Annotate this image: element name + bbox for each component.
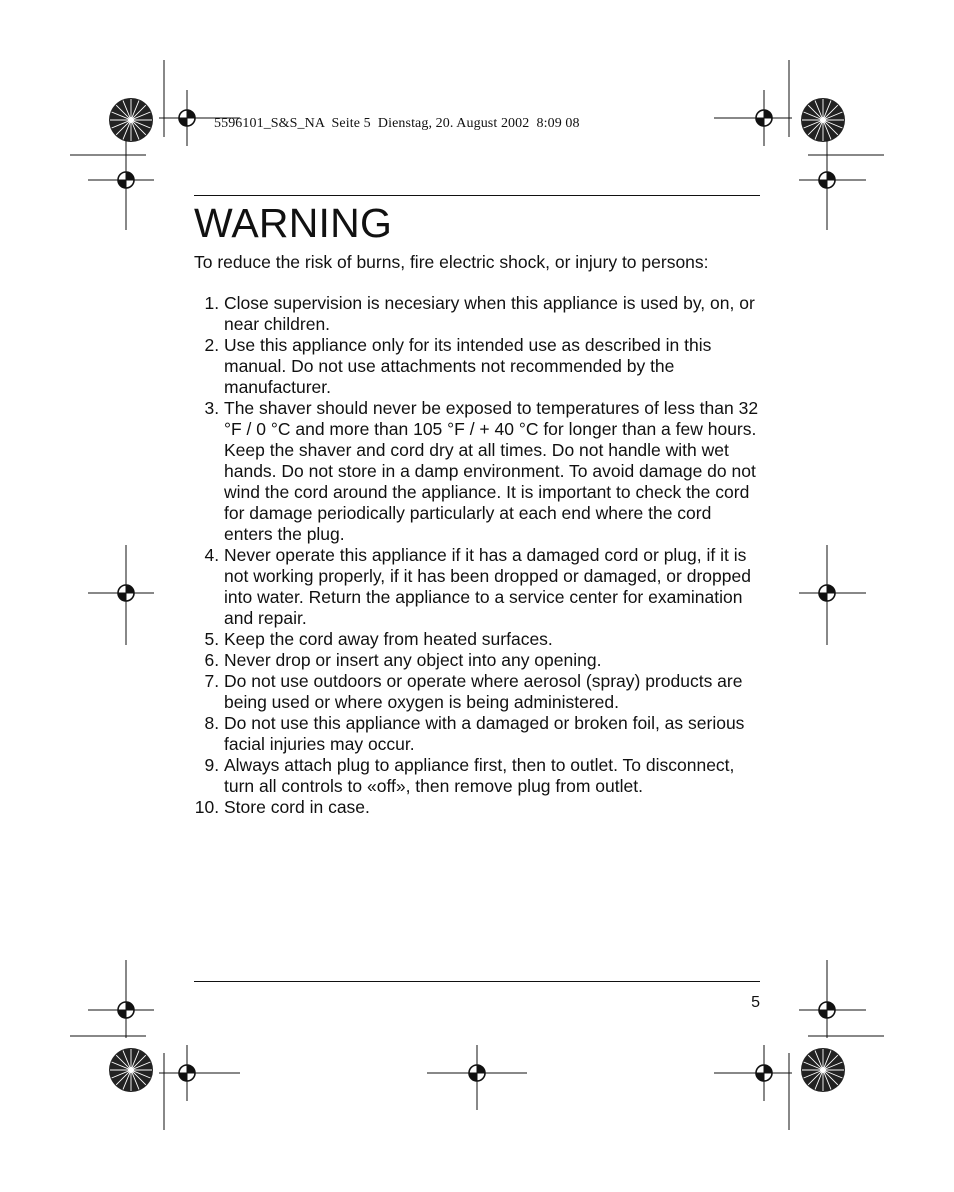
- page-number: 5: [751, 994, 760, 1011]
- list-item: [194, 398, 764, 545]
- list-item-number: 3.: [204, 398, 224, 418]
- page-title: WARNING: [194, 200, 393, 246]
- list-item: [194, 545, 764, 629]
- list-item-number: 8.: [204, 713, 224, 733]
- top-rule: [194, 195, 760, 196]
- list-item-text: Keep the cord away from heated surfaces.: [224, 629, 553, 649]
- bottom-rule: [194, 981, 760, 982]
- list-item-text: Never operate this appliance if it has a damaged cord or plug, if it is not working properly, if it has been dropped or damaged, or dropped into water. Return the appliance to a service center for examination and repair.: [224, 545, 751, 628]
- list-item: [194, 293, 764, 335]
- print-job-slug: 5596101_S&S_NA Seite 5 Dienstag, 20. August 2002 8:09 08: [214, 116, 580, 131]
- list-item-text: Use this appliance only for its intended use as described in this manual. Do not use attachments not recommended by the manufacturer.: [224, 335, 712, 397]
- list-item-text: Do not use this appliance with a damaged or broken foil, as serious facial injuries may occur.: [224, 713, 745, 754]
- list-item: [194, 650, 764, 671]
- list-item-number: 7.: [204, 671, 224, 691]
- warning-list: [194, 293, 764, 818]
- list-item: [194, 671, 764, 713]
- list-item-text: Store cord in case.: [224, 797, 370, 817]
- list-item: [194, 797, 764, 818]
- list-item: [194, 713, 764, 755]
- list-item-number: 5.: [204, 629, 224, 649]
- list-item-number: 1.: [204, 293, 224, 313]
- list-item-text: The shaver should never be exposed to temperatures of less than 32 °F / 0 °C and more than 105 °F / + 40 °C for longer than a few hours. Keep the shaver and cord dry at all times. Do not handle with wet hands. Do not store in a damp environment. To avoid damage do not wind the cord around the appliance. It is important to check the cord for damage periodically particularly at each end where the cord enters the plug.: [224, 398, 759, 544]
- list-item-number: 10.: [194, 797, 224, 817]
- list-item: [194, 755, 764, 797]
- list-item-number: 2.: [204, 335, 224, 355]
- list-item-text: Always attach plug to appliance first, then to outlet. To disconnect, turn all controls to «off», then remove plug from outlet.: [224, 755, 735, 796]
- list-item-number: 9.: [204, 755, 224, 775]
- list-item-text: Never drop or insert any object into any opening.: [224, 650, 602, 670]
- list-item-text: Close supervision is necesiary when this appliance is used by, on, or near children.: [224, 293, 755, 334]
- list-item-number: 4.: [204, 545, 224, 565]
- intro-text: To reduce the risk of burns, fire electric shock, or injury to persons:: [194, 252, 709, 272]
- list-item-number: 6.: [204, 650, 224, 670]
- list-item: [194, 335, 764, 398]
- list-item: [194, 629, 764, 650]
- list-item-text: Do not use outdoors or operate where aerosol (spray) products are being used or where oxygen is being administered.: [224, 671, 743, 712]
